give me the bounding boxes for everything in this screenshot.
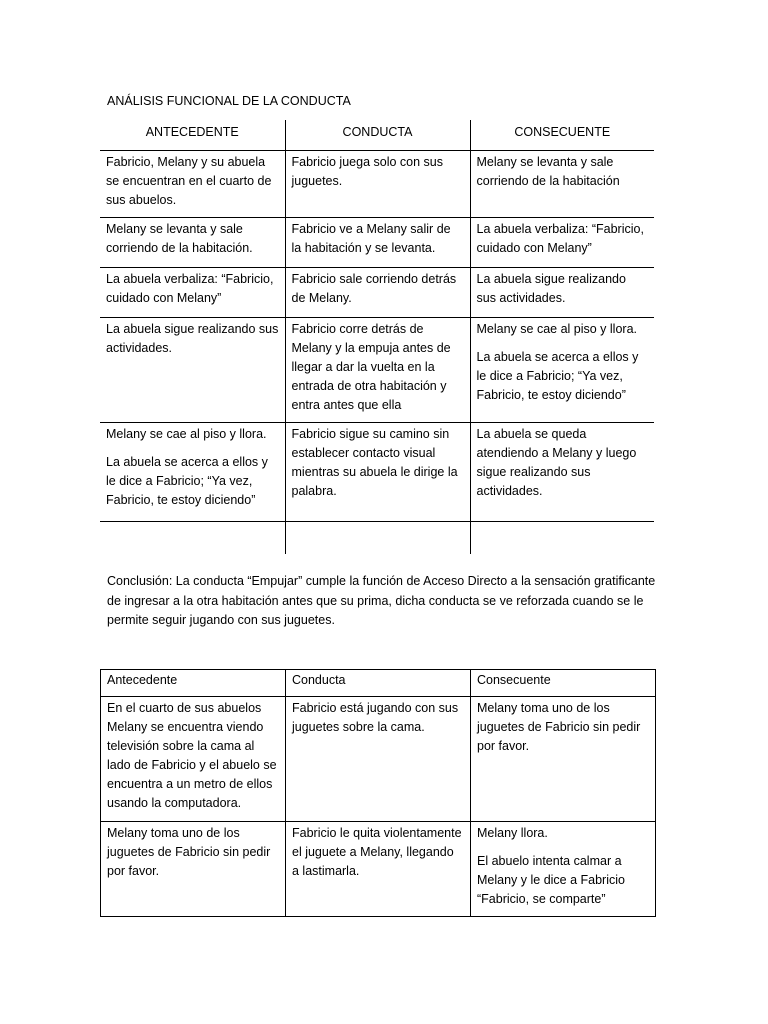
table-row (101, 822, 656, 917)
header-consequence: Consecuente (471, 670, 656, 697)
cell-antecedent (100, 268, 285, 318)
cell-behavior (285, 268, 470, 318)
cell-antecedent (101, 822, 286, 917)
cell-text: Melany se levanta y sale corriendo de la habitación. (106, 222, 253, 255)
cell-text: Fabricio, Melany y su abuela se encuentran en el cuarto de sus abuelos. (106, 155, 272, 207)
cell-text: Melany se cae al piso y llora. (106, 427, 267, 441)
cell-text: Melany se cae al piso y llora. (476, 322, 637, 336)
table-row (100, 151, 654, 218)
cell-antecedent (100, 218, 285, 268)
cell-text: Fabricio está jugando con sus juguetes sobre la cama. (292, 701, 459, 734)
cell-behavior (285, 318, 470, 423)
cell-antecedent (101, 697, 286, 822)
table-header-row (101, 670, 656, 697)
empty-cell (470, 522, 654, 555)
table-row (101, 697, 656, 822)
header-behavior: CONDUCTA (285, 120, 470, 151)
cell-behavior (285, 423, 470, 522)
cell-consequence (470, 151, 654, 218)
cell-consequence (471, 697, 656, 822)
cell-behavior (286, 822, 471, 917)
cell-text: La abuela verbaliza: “Fabricio, cuidado con Melany” (476, 222, 644, 255)
cell-text: Fabricio sale corriendo detrás de Melany. (291, 272, 457, 305)
table-header-row (100, 120, 654, 151)
cell-consequence (470, 318, 654, 423)
cell-text: Melany llora. (477, 826, 548, 840)
cell-consequence (471, 822, 656, 917)
cell-text: Melany se levanta y sale corriendo de la habitación (476, 155, 620, 188)
cell-text: El abuelo intenta calmar a Melany y le dice a Fabricio “Fabricio, se comparte” (477, 854, 625, 906)
cell-text: Fabricio juega solo con sus juguetes. (291, 155, 443, 188)
cell-text: Fabricio le quita violentamente el juguete a Melany, llegando a lastimarla. (292, 826, 462, 878)
cell-text: La abuela se acerca a ellos y le dice a Fabricio; “Ya vez, Fabricio, te estoy diciendo” (106, 455, 268, 507)
header-consequence: CONSECUENTE (470, 120, 654, 151)
header-antecedent: ANTECEDENTE (100, 120, 285, 151)
cell-text: Fabricio corre detrás de Melany y la empuja antes de llegar a dar la vuelta en la entrada de otra habitación y entra antes que ella (291, 322, 451, 412)
cell-text: Melany toma uno de los juguetes de Fabricio sin pedir por favor. (107, 826, 271, 878)
cell-consequence (470, 268, 654, 318)
table-row (100, 218, 654, 268)
cell-text: La abuela verbaliza: “Fabricio, cuidado con Melany” (106, 272, 274, 305)
header-antecedent: Antecedente (101, 670, 286, 697)
cell-antecedent (100, 423, 285, 522)
table-row (100, 268, 654, 318)
cell-behavior (285, 151, 470, 218)
cell-text: En el cuarto de sus abuelos Melany se encuentra viendo televisión sobre la cama al lado de Fabricio y el abuelo se encuentra a un metro de ellos usando la computadora. (107, 701, 277, 810)
cell-text: La abuela sigue realizando sus actividades. (476, 272, 626, 305)
behavior-analysis-table (100, 120, 654, 554)
cell-consequence (470, 423, 654, 522)
cell-text: Melany toma uno de los juguetes de Fabricio sin pedir por favor. (477, 701, 641, 753)
document-title: ANÁLISIS FUNCIONAL DE LA CONDUCTA (107, 94, 351, 108)
table-row (100, 318, 654, 423)
second-behavior-table (100, 669, 656, 917)
empty-cell (285, 522, 470, 555)
cell-text: La abuela se acerca a ellos y le dice a Fabricio; “Ya vez, Fabricio, te estoy diciendo” (476, 350, 639, 402)
conclusion-paragraph: Conclusión: La conducta “Empujar” cumple la función de Acceso Directo a la sensación gratificante de ingresar a la otra habitación antes que su prima, dicha conducta se ve reforzada cuando se le permite seguir jugando con sus juguetes. (107, 574, 656, 627)
header-behavior: Conducta (286, 670, 471, 697)
cell-antecedent (100, 151, 285, 218)
cell-text: Fabricio sigue su camino sin establecer contacto visual mientras su abuela le dirige la palabra. (291, 427, 458, 498)
cell-consequence (470, 218, 654, 268)
cell-antecedent (100, 318, 285, 423)
empty-cell (100, 522, 285, 555)
table-row (100, 423, 654, 522)
cell-text: La abuela sigue realizando sus actividades. (106, 322, 279, 355)
empty-row (100, 522, 654, 555)
cell-text: La abuela se queda atendiendo a Melany y luego sigue realizando sus actividades. (476, 427, 637, 498)
cell-text: Fabricio ve a Melany salir de la habitación y se levanta. (291, 222, 451, 255)
cell-behavior (285, 218, 470, 268)
cell-behavior (286, 697, 471, 822)
